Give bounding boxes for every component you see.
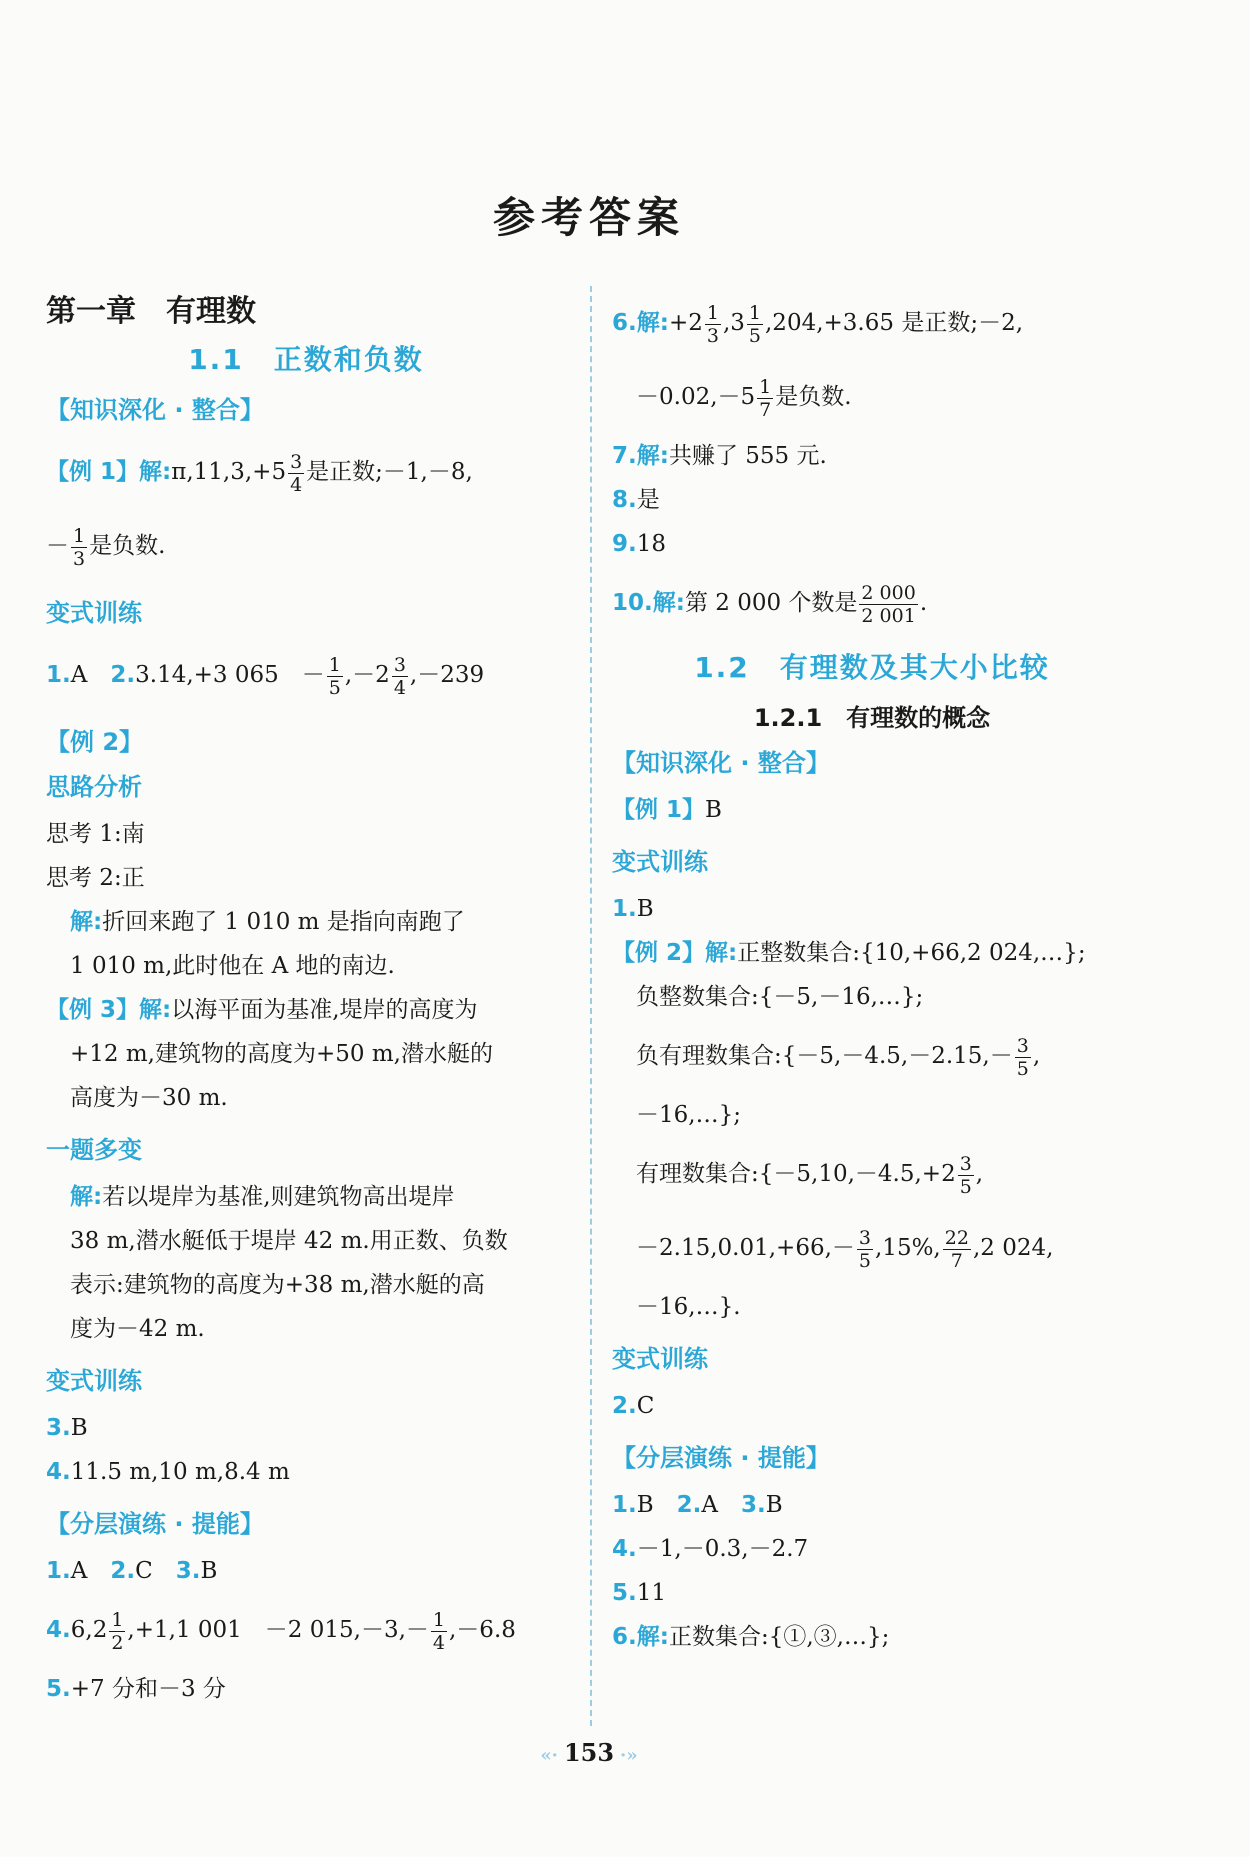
example-3-line-3: 高度为－30 m.: [70, 1085, 228, 1111]
page-title: 参考答案: [492, 193, 685, 242]
example-2-line-5: 有理数集合:{－5,10,－4.5,+2 $\frac{3}{5}$ ,: [636, 1152, 984, 1198]
layered-right-4: 4.－1,－0.3,－2.7: [612, 1536, 809, 1562]
heading-thinking: 思路分析: [46, 773, 142, 801]
multi-line-2: 38 m,潜水艇低于堤岸 42 m.用正数、负数: [70, 1228, 508, 1254]
fraction: $\frac{3}{5}$: [1016, 1034, 1029, 1080]
variant-answers-1: 1.A 2.3.14,+3 065 － $\frac{1}{5}$ ,－2 $\frac{3}{4}$ ,－239: [46, 653, 485, 699]
answer-7: 7.解:共赚了 555 元.: [612, 443, 827, 469]
fraction: $\frac{1}{5}$: [748, 301, 761, 347]
layered-answer-5: 5.+7 分和－3 分: [46, 1676, 226, 1702]
fraction: $\frac{3}{4}$: [290, 450, 303, 496]
fraction: $\frac{1}{7}$: [759, 375, 772, 421]
answer-6-line-1: 6.解:+2 $\frac{1}{3}$ ,3 $\frac{1}{5}$ ,204,+3.65 是正数;－2,: [612, 301, 1024, 347]
example-2-line-4: －16,…};: [636, 1102, 741, 1128]
heading-multi: 一题多变: [46, 1136, 142, 1164]
variant-answer-1: 1.B: [612, 896, 654, 922]
example-2-line-7: －16,…}.: [636, 1294, 741, 1320]
right-column: [612, 286, 1132, 1659]
variant-answer-4: 4.11.5 m,10 m,8.4 m: [46, 1459, 290, 1485]
heading-knowledge: 【知识深化 · 整合】: [46, 396, 264, 424]
answer-6-line-2: －0.02,－5 $\frac{1}{7}$ 是负数.: [636, 375, 852, 421]
fraction: $\frac{1}{3}$: [706, 301, 719, 347]
heading-layered: 【分层演练 · 提能】: [46, 1510, 264, 1538]
layered-right-6: 6.解:正数集合:{①,③,…};: [612, 1624, 890, 1650]
heading-example-2: 【例 2】: [46, 728, 144, 756]
variant-answer-3: 3.B: [46, 1415, 88, 1441]
fraction: $\frac{1}{5}$: [328, 653, 341, 699]
subsection-title: 1.2.1 有理数的概念: [753, 704, 991, 732]
layered-right-5: 5.11: [612, 1580, 667, 1606]
heading-variant-3: 变式训练: [612, 848, 708, 876]
thinking-1: 思考 1:南: [46, 821, 145, 847]
thinking-2: 思考 2:正: [46, 865, 145, 891]
multi-line-1: 解:若以堤岸为基准,则建筑物高出堤岸: [70, 1184, 455, 1210]
heading-variant: 变式训练: [46, 599, 142, 627]
fraction: $\frac{1}{3}$: [73, 524, 86, 570]
fraction: $\frac{3}{4}$: [393, 653, 406, 699]
answer-8: 8.是: [612, 487, 660, 513]
section-title: 1.1 正数和负数: [188, 343, 424, 376]
example-2-line-1: 【例 2】解:正整数集合:{10,+66,2 024,…};: [612, 940, 1086, 966]
example-2-line-6: －2.15,0.01,+66,－ $\frac{3}{5}$ ,15%, $\frac{22}{7}$ ,2 024,: [636, 1226, 1054, 1272]
example-3-line-2: +12 m,建筑物的高度为+50 m,潜水艇的: [70, 1041, 493, 1067]
answer-10: 10.解:第 2 000 个数是 $\frac{2 000}{2 001}$ .: [612, 581, 928, 627]
chevron-right-icon: ·»: [620, 1745, 638, 1766]
heading-variant-4: 变式训练: [612, 1345, 708, 1373]
multi-line-3: 表示:建筑物的高度为+38 m,潜水艇的高: [70, 1272, 485, 1298]
fraction: $\frac{1}{4}$: [432, 1608, 445, 1654]
fraction: $\frac{22}{7}$: [944, 1226, 969, 1272]
heading-layered-2: 【分层演练 · 提能】: [612, 1444, 830, 1472]
variant-answer-2: 2.C: [612, 1393, 655, 1419]
heading-knowledge-2: 【知识深化 · 整合】: [612, 749, 830, 777]
chevron-left-icon: «·: [540, 1745, 558, 1766]
example-1-line-2: － $\frac{1}{3}$ 是负数.: [46, 524, 166, 570]
fraction: $\frac{3}{5}$: [959, 1152, 972, 1198]
example-2-solution-2: 1 010 m,此时他在 A 地的南边.: [70, 953, 395, 979]
section-title-1-2: 1.2 有理数及其大小比较: [694, 651, 1050, 684]
layered-right-1-3: 1.B 2.A 3.B: [612, 1492, 783, 1518]
fraction: $\frac{1}{2}$: [111, 1608, 124, 1654]
multi-line-4: 度为－42 m.: [70, 1316, 205, 1342]
page-number: «· 153 ·»: [540, 1738, 638, 1767]
layered-answers-1-3: 1.A 2.C 3.B: [46, 1558, 218, 1584]
example-2-solution-1: 解:折回来跑了 1 010 m 是指向南跑了: [70, 909, 465, 935]
example-2-line-2: 负整数集合:{－5,－16,…};: [636, 984, 924, 1010]
answer-9: 9.18: [612, 531, 667, 557]
column-divider: [590, 286, 592, 1726]
example-3-line-1: 【例 3】解:以海平面为基准,堤岸的高度为: [46, 997, 478, 1023]
example-1-answer: 【例 1】B: [612, 797, 722, 823]
chapter-title: 第一章 有理数: [46, 294, 256, 329]
heading-variant-2: 变式训练: [46, 1367, 142, 1395]
example-1-line-1: 【例 1】解:π,11,3,+5 $\frac{3}{4}$ 是正数;－1,－8,: [46, 450, 473, 496]
left-column: [46, 286, 566, 1711]
example-2-line-3: 负有理数集合:{－5,－4.5,－2.15,－ $\frac{3}{5}$ ,: [636, 1034, 1041, 1080]
layered-answer-4: 4.6,2 $\frac{1}{2}$ ,+1,1 001 －2 015,－3,－ $\frac{1}{4}$ ,－6.8: [46, 1608, 516, 1654]
fraction: $\frac{3}{5}$: [858, 1226, 871, 1272]
fraction: $\frac{2 000}{2 001}$: [861, 581, 916, 627]
